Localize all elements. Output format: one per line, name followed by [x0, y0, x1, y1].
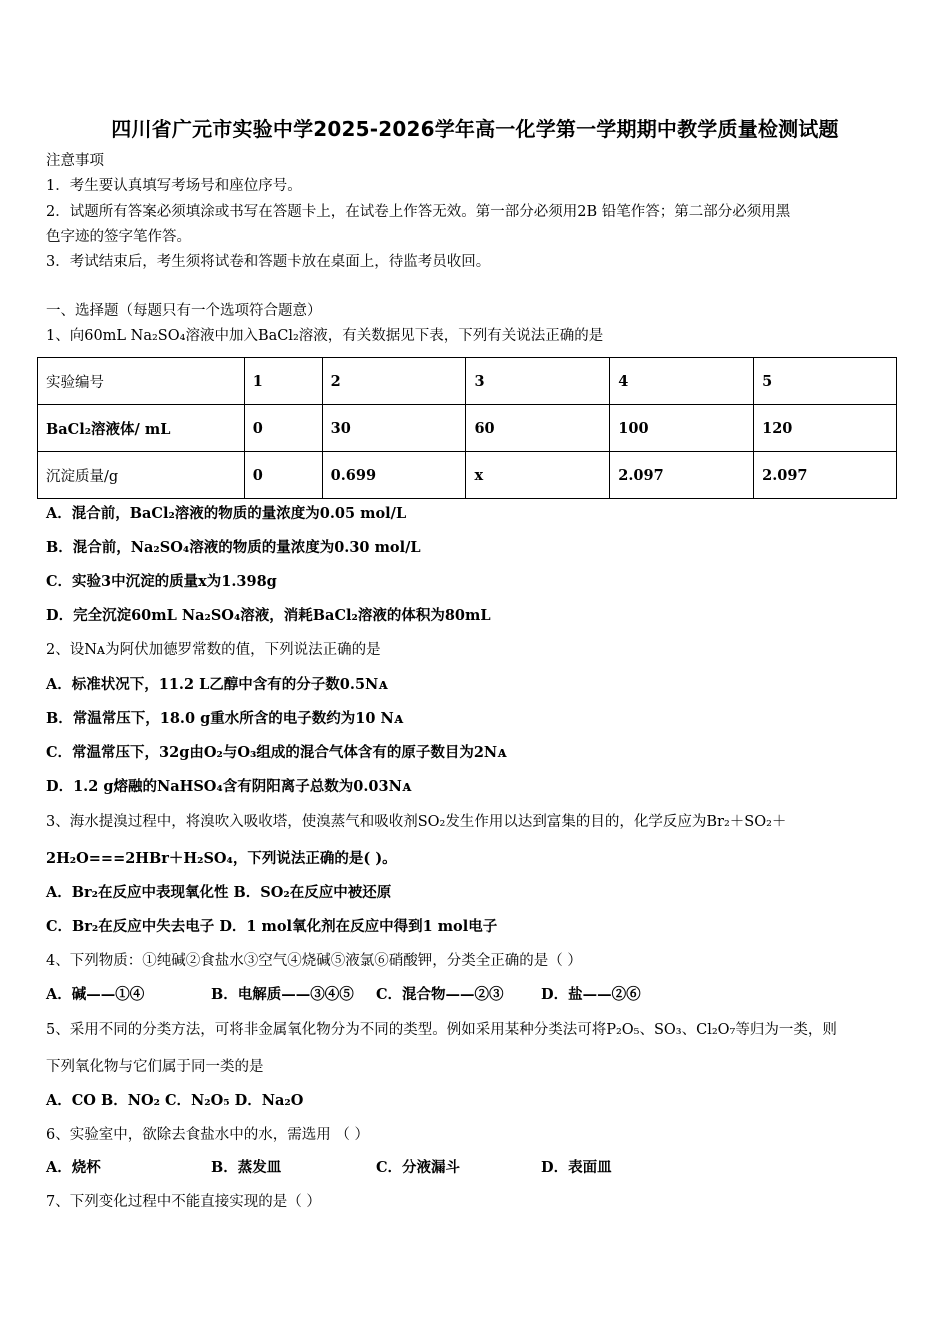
q5-stem-line1: 5、采用不同的分类方法，可将非金属氧化物分为不同的类型。例如采用某种分类法可将P₂O₅、SO₃、Cl₂O₇等归为一类，则	[46, 1022, 837, 1038]
q6-option-a: A．烧杯	[46, 1159, 101, 1176]
q6-option-d: D．表面皿	[541, 1159, 612, 1176]
q2-option-c: C．常温常压下，32g由O₂与O₃组成的混合气体含有的原子数目为2Nᴀ	[46, 744, 507, 761]
exam-title: 四川省广元市实验中学2025-2026学年高一化学第一学期期中教学质量检测试题	[111, 117, 839, 141]
q6-option-b: B．蒸发皿	[211, 1159, 282, 1176]
notice-item-2-cont: 色字迹的签字笔作答。	[46, 229, 191, 245]
table-row	[38, 358, 897, 405]
q1-option-b: B．混合前，Na₂SO₄溶液的物质的量浓度为0.30 mol/L	[46, 539, 421, 556]
table-cell: 4	[610, 358, 754, 405]
q7-stem: 7、下列变化过程中不能直接实现的是（ ）	[46, 1194, 321, 1210]
notice-item-2: 2．试题所有答案必须填涂或书写在答题卡上，在试卷上作答无效。第一部分必须用2B 铅笔作答；第二部分必须用黑	[46, 204, 791, 220]
table-cell: BaCl₂溶液体/ mL	[38, 405, 245, 452]
q1-stem: 1、向60mL Na₂SO₄溶液中加入BaCl₂溶液，有关数据见下表，下列有关说法正确的是	[46, 328, 604, 344]
table-row	[38, 452, 897, 499]
q6-option-c: C．分液漏斗	[376, 1159, 461, 1176]
table-cell: 0	[244, 405, 322, 452]
q1-option-a: A．混合前，BaCl₂溶液的物质的量浓度为0.05 mol/L	[46, 505, 407, 522]
table-cell: 0	[244, 452, 322, 499]
table-cell: 1	[244, 358, 322, 405]
q4-option-a: A．碱——①④	[46, 986, 145, 1003]
q5-stem-line2: 下列氧化物与它们属于同一类的是	[46, 1059, 264, 1075]
q3-options-ab: A．Br₂在反应中表现氧化性 B．SO₂在反应中被还原	[46, 884, 392, 901]
q1-option-c: C．实验3中沉淀的质量x为1.398g	[46, 573, 277, 590]
table-row	[38, 405, 897, 452]
table-cell: 30	[322, 405, 466, 452]
q2-option-a: A．标准状况下，11.2 L乙醇中含有的分子数0.5Nᴀ	[46, 676, 388, 693]
notice-item-3: 3．考试结束后，考生须将试卷和答题卡放在桌面上，待监考员收回。	[46, 254, 491, 270]
q4-options	[46, 985, 641, 1005]
q5-options: A．CO B．NO₂ C．N₂O₅ D．Na₂O	[46, 1092, 304, 1109]
q6-stem: 6、实验室中，欲除去食盐水中的水，需选用 （ ）	[46, 1127, 369, 1143]
q4-option-c: C．混合物——②③	[376, 986, 504, 1003]
table-cell: 120	[754, 405, 897, 452]
q3-stem-line2: 2H₂O===2HBr＋H₂SO₄，下列说法正确的是( )。	[46, 850, 397, 867]
q1-option-d: D．完全沉淀60mL Na₂SO₄溶液，消耗BaCl₂溶液的体积为80mL	[46, 607, 491, 624]
table-cell: 0.699	[322, 452, 466, 499]
table-cell: 2.097	[610, 452, 754, 499]
q4-option-d: D．盐——②⑥	[541, 986, 641, 1003]
table-cell: 2.097	[754, 452, 897, 499]
table-cell: 60	[466, 405, 610, 452]
q2-option-b: B．常温常压下，18.0 g重水所含的电子数约为10 Nᴀ	[46, 710, 404, 727]
table-cell: 5	[754, 358, 897, 405]
q6-options	[46, 1158, 612, 1178]
notice-heading: 注意事项	[46, 153, 104, 169]
q3-options-cd: C．Br₂在反应中失去电子 D．1 mol氧化剂在反应中得到1 mol电子	[46, 918, 498, 935]
table-cell: 沉淀质量/g	[38, 452, 245, 499]
notice-item-1: 1．考生要认真填写考场号和座位序号。	[46, 178, 302, 194]
section-heading: 一、选择题（每题只有一个选项符合题意）	[46, 303, 322, 319]
q2-option-d: D．1.2 g熔融的NaHSO₄含有阴阳离子总数为0.03Nᴀ	[46, 778, 412, 795]
table-cell: 2	[322, 358, 466, 405]
q4-stem: 4、下列物质：①纯碱②食盐水③空气④烧碱⑤液氯⑥硝酸钾，分类全正确的是（ ）	[46, 953, 582, 969]
q3-stem-line1: 3、海水提溴过程中，将溴吹入吸收塔，使溴蒸气和吸收剂SO₂发生作用以达到富集的目的，化学反应为Br₂＋SO₂＋	[46, 814, 787, 830]
table-cell: 100	[610, 405, 754, 452]
q1-data-table	[37, 357, 897, 499]
q4-option-b: B．电解质——③④⑤	[211, 986, 354, 1003]
q2-stem: 2、设Nᴀ为阿伏加德罗常数的值，下列说法正确的是	[46, 642, 381, 658]
table-cell: x	[466, 452, 610, 499]
table-cell: 3	[466, 358, 610, 405]
table-cell: 实验编号	[38, 358, 245, 405]
